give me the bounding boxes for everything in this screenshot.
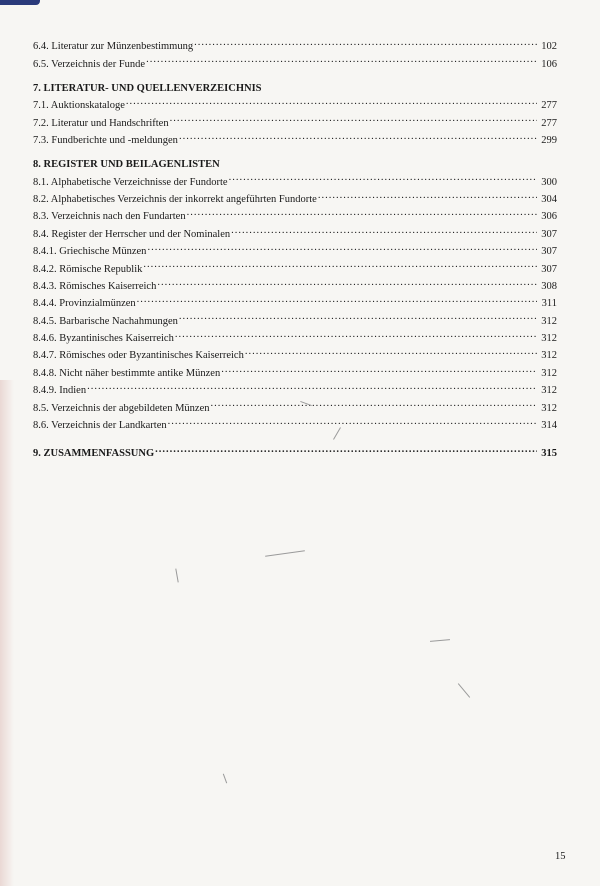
toc-group-8 xyxy=(33,158,557,432)
toc-entry[interactable] xyxy=(33,95,557,112)
toc-entry[interactable] xyxy=(33,328,557,345)
toc-entry-page: 299 xyxy=(541,134,557,146)
toc-entry-label: 8.2. Alphabetisches Verzeichnis der inkorrekt angeführten Fundorte xyxy=(33,193,317,205)
toc-entry-page: 312 xyxy=(541,350,557,362)
toc-entry[interactable] xyxy=(33,345,557,362)
leader-dots xyxy=(143,258,537,271)
toc-entry-page: 300 xyxy=(541,176,557,188)
leader-dots xyxy=(221,363,537,376)
toc-entry[interactable] xyxy=(33,380,557,397)
toc-entry[interactable] xyxy=(33,189,557,206)
toc-entry-label: 8.6. Verzeichnis der Landkarten xyxy=(33,420,167,432)
toc-entry-label: 6.4. Literatur zur Münzenbestimmung xyxy=(33,41,194,53)
toc-entry-page: 304 xyxy=(541,193,557,205)
toc-group-6 xyxy=(33,36,557,71)
toc-entry-page: 312 xyxy=(541,367,557,379)
toc-entry[interactable] xyxy=(33,53,557,70)
toc-entry-page: 307 xyxy=(541,263,557,275)
toc-entry-page: 277 xyxy=(541,100,557,112)
leader-dots xyxy=(157,276,537,289)
leader-dots xyxy=(170,112,537,125)
toc-entry[interactable] xyxy=(33,241,557,258)
toc-entry[interactable] xyxy=(33,171,557,188)
toc-entry-page: 106 xyxy=(541,58,557,70)
toc-entry-page: 307 xyxy=(541,228,557,240)
leader-dots xyxy=(146,53,537,66)
toc-entry-label: 7.3. Fundberichte und -meldungen xyxy=(33,134,178,146)
leader-dots xyxy=(231,224,537,237)
toc-entry[interactable] xyxy=(33,206,557,223)
toc-entry-page: 306 xyxy=(541,211,557,223)
toc-entry-label: 8.3. Verzeichnis nach den Fundarten xyxy=(33,211,186,223)
toc-group-9 xyxy=(33,443,557,460)
page-number: 15 xyxy=(555,851,566,862)
toc-entry-page: 312 xyxy=(541,333,557,345)
toc-entry-label: 8.4.8. Nicht näher bestimmte antike Münzen xyxy=(33,367,221,379)
toc-entry[interactable] xyxy=(33,258,557,275)
toc-entry[interactable] xyxy=(33,224,557,241)
scan-speck xyxy=(223,774,227,784)
toc-entry-label: 6.5. Verzeichnis der Funde xyxy=(33,58,146,70)
toc-entry-label: 9. ZUSAMMENFASSUNG xyxy=(33,448,155,460)
leader-dots xyxy=(211,397,538,410)
toc-entry-page: 312 xyxy=(541,402,557,414)
page-edge-shadow xyxy=(0,380,14,886)
toc-entry-label: 8.4.1. Griechische Münzen xyxy=(33,246,147,258)
binding-mark xyxy=(0,0,40,5)
leader-dots xyxy=(245,345,537,358)
toc-entry-label: 8.4.4. Provinzialmünzen xyxy=(33,298,136,310)
toc-entry[interactable] xyxy=(33,310,557,327)
toc-entry-page: 314 xyxy=(541,420,557,432)
scan-speck xyxy=(265,550,305,557)
leader-dots xyxy=(318,189,537,202)
toc-entry-page: 307 xyxy=(541,246,557,258)
leader-dots xyxy=(126,95,537,108)
toc-entry[interactable] xyxy=(33,276,557,293)
toc-entry[interactable] xyxy=(33,415,557,432)
leader-dots xyxy=(194,36,537,49)
scan-speck xyxy=(430,639,450,642)
toc-entry-page: 277 xyxy=(541,117,557,129)
toc-entry-label: 8.1. Alphabetische Verzeichnisse der Fundorte xyxy=(33,176,228,188)
leader-dots xyxy=(187,206,537,219)
toc-entry-page: 312 xyxy=(541,315,557,327)
toc-entry[interactable] xyxy=(33,397,557,414)
toc-entry[interactable] xyxy=(33,112,557,129)
toc-group-7 xyxy=(33,82,557,147)
leader-dots xyxy=(155,443,537,456)
toc-entry-label: 8.4.2. Römische Republik xyxy=(33,263,143,275)
toc-entry-page: 311 xyxy=(541,298,557,310)
toc-entry-label: 8.4.7. Römisches oder Byzantinisches Kaiserreich xyxy=(33,350,244,362)
toc-entry[interactable] xyxy=(33,363,557,380)
toc-entry-label: 8.4.3. Römisches Kaiserreich xyxy=(33,280,157,292)
toc-entry-page: 315 xyxy=(541,448,557,460)
scan-speck xyxy=(458,683,470,697)
toc-entry[interactable] xyxy=(33,293,557,310)
toc-entry[interactable] xyxy=(33,36,557,53)
toc-entry-page: 308 xyxy=(541,280,557,292)
leader-dots xyxy=(229,171,537,184)
toc-entry-label: 8.5. Verzeichnis der abgebildeten Münzen xyxy=(33,402,210,414)
table-of-contents xyxy=(33,36,557,472)
leader-dots xyxy=(87,380,537,393)
toc-entry[interactable] xyxy=(33,130,557,147)
toc-entry-label: 7.2. Literatur und Handschriften xyxy=(33,117,169,129)
toc-entry-label: 7.1. Auktionskataloge xyxy=(33,100,125,112)
leader-dots xyxy=(179,130,537,143)
leader-dots xyxy=(168,415,537,428)
leader-dots xyxy=(147,241,537,254)
leader-dots xyxy=(175,328,537,341)
scan-speck xyxy=(175,569,178,583)
toc-entry-label: 8.4.5. Barbarische Nachahmungen xyxy=(33,315,178,327)
toc-entry-summary[interactable] xyxy=(33,443,557,460)
section-heading[interactable]: 8. REGISTER UND BEILAGENLISTEN xyxy=(33,159,220,171)
leader-dots xyxy=(137,293,537,306)
toc-entry-label: 8.4. Register der Herrscher und der Nominalen xyxy=(33,228,231,240)
toc-entry-label: 8.4.9. Indien xyxy=(33,385,87,397)
leader-dots xyxy=(179,310,537,323)
toc-entry-label: 8.4.6. Byzantinisches Kaiserreich xyxy=(33,333,174,345)
section-heading[interactable]: 7. LITERATUR- UND QUELLENVERZEICHNIS xyxy=(33,82,262,94)
toc-entry-page: 102 xyxy=(541,41,557,53)
toc-entry-page: 312 xyxy=(541,385,557,397)
